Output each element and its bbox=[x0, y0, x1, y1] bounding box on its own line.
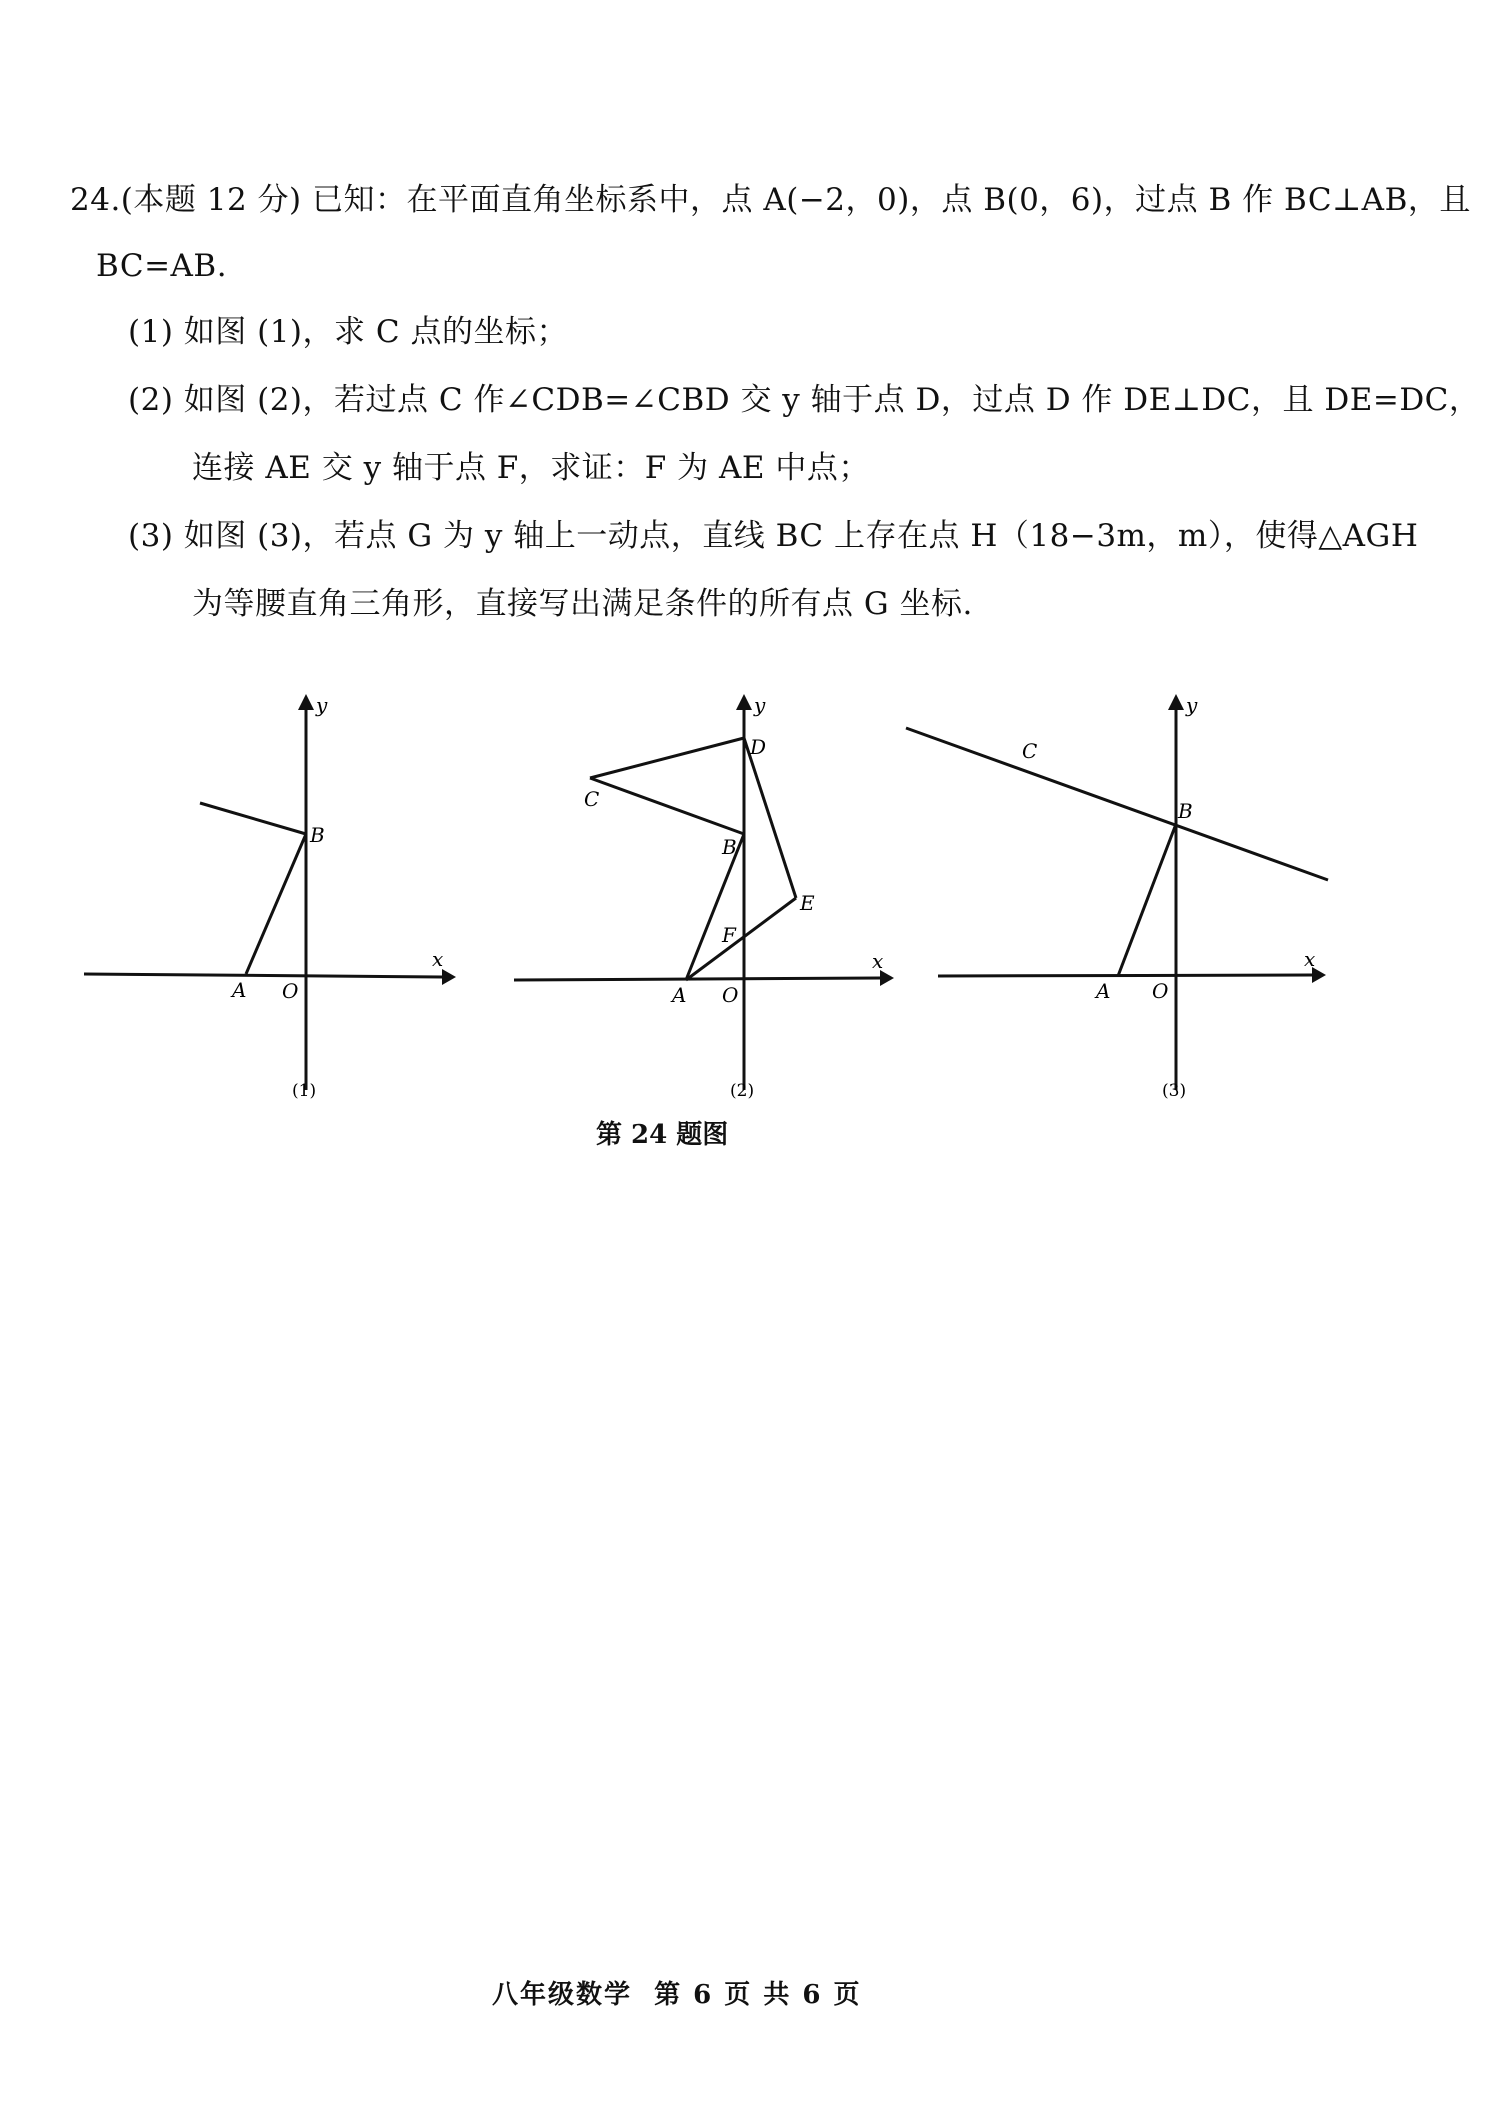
x-axis bbox=[514, 978, 880, 980]
label-e: E bbox=[800, 891, 815, 915]
figure-1 bbox=[70, 690, 470, 1110]
label-y: y bbox=[754, 693, 766, 717]
figure-3 bbox=[900, 690, 1340, 1110]
label-o: O bbox=[282, 979, 299, 1003]
label-a: A bbox=[232, 978, 247, 1002]
label-b: B bbox=[722, 835, 737, 859]
segment-bc bbox=[590, 778, 744, 834]
label-c: C bbox=[584, 787, 600, 811]
label-y: y bbox=[1186, 693, 1198, 717]
problem-part-3-line2: 为等腰直角三角形，直接写出满足条件的所有点 G 坐标. bbox=[192, 586, 973, 622]
problem-part-2-line1: (2) 如图 (2)，若过点 C 作∠CDB=∠CBD 交 y 轴于点 D，过点 D 作 DE⊥DC，且 DE=DC， bbox=[128, 382, 1481, 418]
label-x: x bbox=[432, 947, 444, 971]
label-y: y bbox=[316, 693, 328, 717]
segment-bc bbox=[200, 803, 306, 834]
problem-statement-line2: BC=AB. bbox=[96, 248, 228, 284]
line-bc bbox=[906, 728, 1328, 880]
figure-2-caption: (2) bbox=[730, 1081, 755, 1101]
label-f: F bbox=[722, 923, 736, 947]
label-x: x bbox=[872, 949, 884, 973]
label-b: B bbox=[1178, 799, 1193, 823]
figure-caption: 第 24 题图 bbox=[596, 1120, 729, 1150]
x-axis bbox=[84, 974, 442, 977]
label-d: D bbox=[750, 735, 767, 759]
label-o: O bbox=[1152, 979, 1169, 1003]
y-axis-arrow bbox=[736, 694, 752, 710]
label-x: x bbox=[1304, 947, 1316, 971]
segment-ab bbox=[246, 834, 306, 974]
label-a: A bbox=[672, 983, 687, 1007]
figure-2 bbox=[500, 690, 900, 1110]
label-a: A bbox=[1096, 979, 1111, 1003]
problem-part-2-line2: 连接 AE 交 y 轴于点 F，求证：F 为 AE 中点； bbox=[192, 450, 870, 486]
label-o: O bbox=[722, 983, 739, 1007]
page-footer: 八年级数学 第 6 页 共 6 页 bbox=[492, 1980, 862, 2010]
figure-1-caption: (1) bbox=[292, 1081, 317, 1101]
problem-part-3-line1: (3) 如图 (3)，若点 G 为 y 轴上一动点，直线 BC 上存在点 H（18−3m，m），使得△AGH bbox=[128, 518, 1419, 554]
x-axis bbox=[938, 975, 1312, 976]
label-b: B bbox=[310, 823, 325, 847]
segment-de bbox=[744, 738, 796, 898]
y-axis-arrow bbox=[1168, 694, 1184, 710]
x-axis-arrow bbox=[442, 969, 456, 985]
figure-2-diagram bbox=[500, 690, 900, 1110]
problem-statement-line1: 24.(本题 12 分) 已知：在平面直角坐标系中，点 A(−2，0)，点 B(0，6)，过点 B 作 BC⊥AB，且 bbox=[70, 182, 1471, 218]
problem-part-1: (1) 如图 (1)，求 C 点的坐标； bbox=[128, 314, 568, 350]
figure-3-caption: (3) bbox=[1162, 1081, 1187, 1101]
label-c: C bbox=[1022, 739, 1038, 763]
segment-cd bbox=[590, 738, 744, 778]
segment-ab bbox=[1118, 824, 1176, 976]
figure-3-diagram bbox=[900, 690, 1340, 1110]
y-axis-arrow bbox=[298, 694, 314, 710]
figure-1-diagram bbox=[70, 690, 470, 1110]
